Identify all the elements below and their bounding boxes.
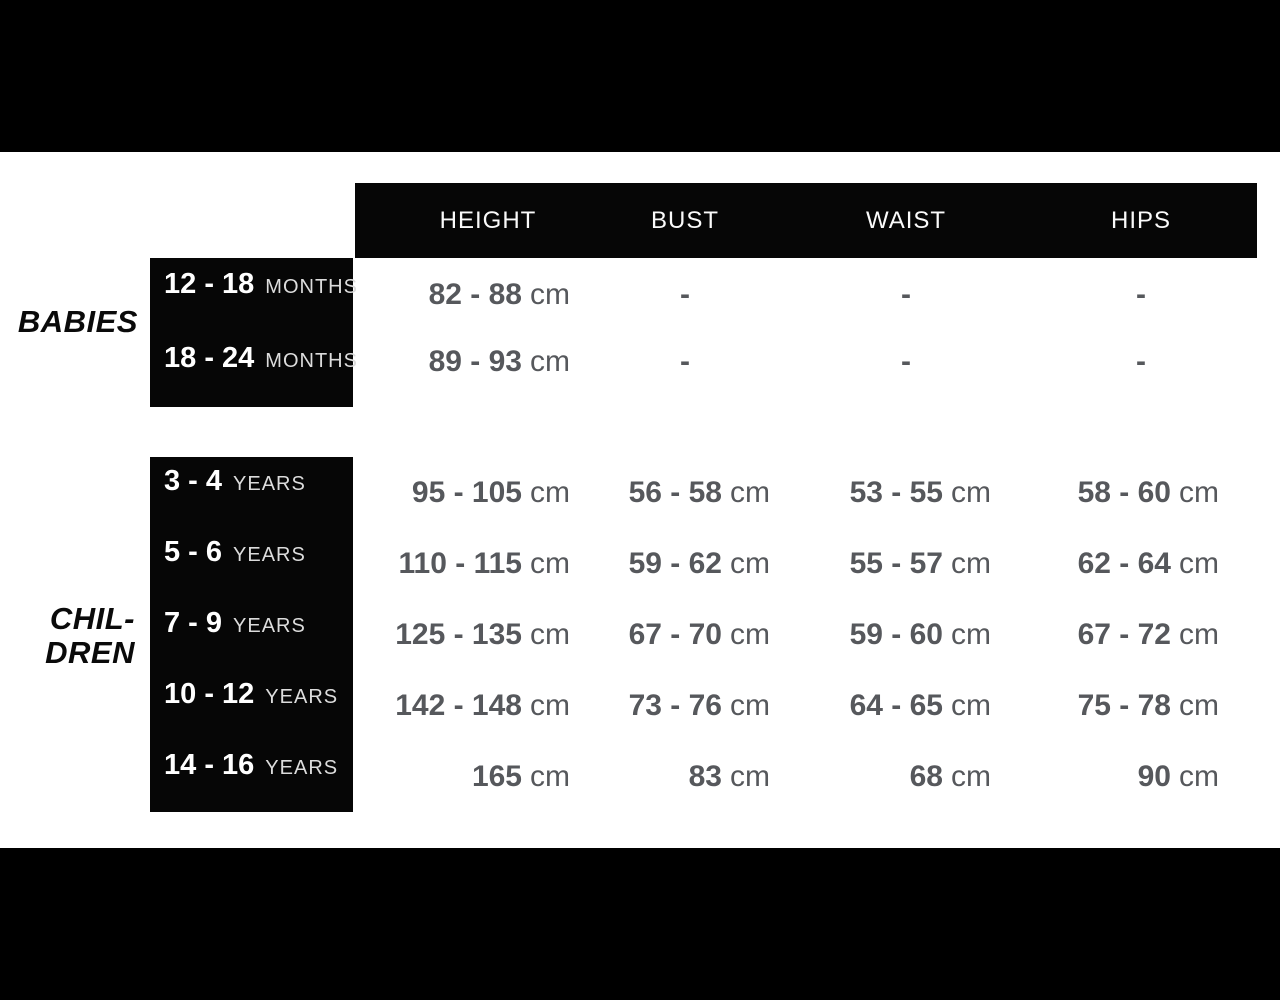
cell-bust: 83 cm [688,760,770,793]
size-range: 10 - 12 [164,678,255,710]
cell-waist: - [901,345,911,378]
cell-bust: 59 - 62 cm [628,547,770,580]
size-unit-word: MONTHS [265,275,358,298]
size-range: 14 - 16 [164,749,255,781]
size-range: 18 - 24 [164,342,255,375]
cell-hips: 58 - 60 cm [1077,476,1219,509]
cell-waist: 53 - 55 cm [849,476,991,509]
size-label-row [150,457,353,528]
cell-bust: 73 - 76 cm [628,689,770,722]
column-header-bust: BUST [650,207,720,234]
size-range: 3 - 4 [164,465,223,497]
cell-hips: - [1136,345,1146,378]
size-label-row [150,741,353,812]
cell-waist: 64 - 65 cm [849,689,991,722]
cell-hips: 90 cm [1137,760,1219,793]
cell-waist: 55 - 57 cm [849,547,991,580]
cell-height: 142 - 148 cm [395,689,570,722]
table-row [355,340,1257,384]
group-label-babies: BABIES [17,304,138,339]
column-header-waist: WAIST [865,207,947,234]
size-label-row [150,258,358,333]
size-unit-word: MONTHS [265,350,358,373]
table-header-bar [355,183,1257,258]
cell-height: 165 cm [471,760,570,793]
size-label-row [150,333,358,408]
size-unit-word: YEARS [233,544,306,566]
cell-bust: - [680,345,690,378]
size-range: 5 - 6 [164,536,223,568]
column-header-hips: HIPS [1110,207,1172,234]
top-black-bar [0,0,1280,152]
table-row [355,471,1257,515]
cell-waist: 59 - 60 cm [849,618,991,651]
table-row [355,273,1257,317]
table-row [355,755,1257,799]
table-row [355,613,1257,657]
size-unit-word: YEARS [233,473,306,495]
size-unit-word: YEARS [233,615,306,637]
group-label-children [0,602,135,670]
group-label-children-line1: CHIL- [49,601,135,636]
cell-height: 89 - 93 cm [428,345,570,378]
cell-height: 95 - 105 cm [411,476,570,509]
column-header-height: HEIGHT [439,207,537,234]
size-label-row [150,528,353,599]
cell-bust: 56 - 58 cm [628,476,770,509]
cell-hips: - [1136,278,1146,311]
size-range: 7 - 9 [164,607,223,639]
children-size-box [150,457,353,812]
cell-waist: 68 cm [909,760,991,793]
cell-hips: 67 - 72 cm [1077,618,1219,651]
bottom-black-bar [0,848,1280,1000]
group-label-children-line2: DREN [45,635,135,670]
cell-hips: 75 - 78 cm [1077,689,1219,722]
cell-bust: 67 - 70 cm [628,618,770,651]
babies-size-box [150,258,358,407]
table-row [355,684,1257,728]
size-unit-word: YEARS [265,757,339,779]
size-range: 12 - 18 [164,267,255,300]
cell-waist: - [901,278,911,311]
cell-height: 82 - 88 cm [428,278,570,311]
cell-bust: - [680,278,690,311]
table-row [355,542,1257,586]
cell-height: 125 - 135 cm [395,618,570,651]
size-label-row [150,670,353,741]
cell-height: 110 - 115 cm [398,547,570,580]
cell-hips: 62 - 64 cm [1077,547,1219,580]
size-unit-word: YEARS [265,686,339,708]
size-label-row [150,599,353,670]
